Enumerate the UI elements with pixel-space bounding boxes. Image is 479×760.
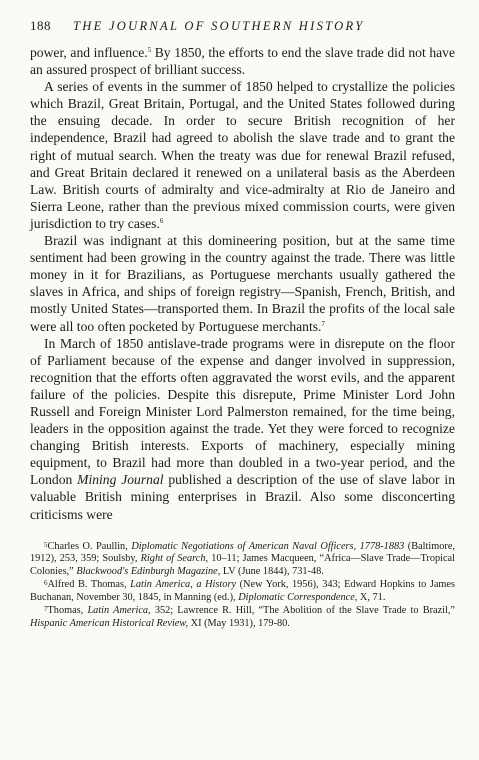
footnote-marker: 6 [159,216,164,225]
italic-text: Blackwood's Edinburgh Magazine, [76,565,221,577]
italic-text: Latin America, a History [130,579,237,591]
text-run: X, 71. [357,591,386,603]
italic-text: Mining Journal [77,472,164,488]
running-head: THE JOURNAL OF SOUTHERN HISTORY [73,19,365,33]
text-run: LV (June 1844), 731-48. [220,565,324,577]
text-run: 10–11; James Macqueen, “Africa—Slave Trade—Tropical Colonies,” [30,553,455,577]
page-number: 188 [30,18,51,33]
page-header [30,18,455,34]
footnote-marker: 5 [147,46,152,54]
text-run: published a description of the use of slave labor in valuable British mining enterprises in Brazil. Also some disconcerting criticisms were [30,472,455,522]
body-paragraph [30,44,455,78]
italic-text: Diplomatic Negotiations of American Naval Officers, 1778-1883 [131,540,405,552]
italic-text: Latin America, [87,605,151,617]
body-paragraph [30,335,455,523]
text-run: (New York, 1956), 343; Edward Hopkins to James Buchanan, November 30, 1845, in Manning (ed.), [30,579,455,603]
footnotes [30,541,455,631]
body-paragraph [30,232,455,335]
text-run: XI (May 1931), 179-80. [188,617,290,629]
text-run: Charles O. Paullin, [47,540,132,552]
text-run: Brazil was indignant at this domineering position, but at the same time sentiment had been growing in the country against the trade. There was little money in it for Brazilians, as Portuguese merchants usually gathered the slaves in Africa, and ships of foreign registry—Spanish, French, British, and mostly United States—transported them. In Brazil the profits of the local sale were all too often pocketed by Portuguese merchants. [30,233,455,334]
footnote [30,541,455,579]
text-run: By 1850, the efforts to end the slave trade did not have an assured prospect of brilliant success. [30,45,455,78]
italic-text: Diplomatic Correspondence, [238,591,358,603]
text-run: In March of 1850 antislave-trade programs were in disrepute on the floor of Parliament because of the expense and danger involved in suppression, recognition that the efforts often aggravated the worst evils, and the apparent failure of the policies. Despite this disrepute, Prime Minister Lord John Russell and Foreign Minister Lord Palmerston remained, for the time being, leaders in the opposition against the trade. Yet they were forced to recognize changing British interests. Exports of machinery, especially mining equipment, to Brazil had more than doubled in a two-year period, and the London [30,335,455,488]
text-run: Alfred B. Thomas, [47,579,131,591]
text-run: (Baltimore, 1912), 253, 359; Soulsby, [30,540,455,565]
italic-text: Right of Search, [140,553,209,565]
footnote-marker: 5 [44,540,48,549]
body-text [30,44,455,523]
text-run: 352; Lawrence R. Hill, “The Abolition of the Slave Trade to Brazil,” [150,605,456,617]
text-run: power, and influence. [30,45,148,60]
footnote-marker: 6 [44,579,48,588]
italic-text: Hispanic American Historical Review, [30,617,189,629]
body-paragraph [30,78,455,232]
text-run: Thomas, [47,605,88,617]
text-run: A series of events in the summer of 1850 helped to crystallize the policies which Brazil, Great Britain, Portugal, and the United States followed during the ensuing decade. In order to secure British recognition of her independence, Brazil had agreed to abolish the slave trade and to grant the right of mutual search. When the treaty was due for renewal Brazil refused, and Great Britain declared it renewed on a unilateral basis as the Aberdeen Law. British courts of admiralty and vice-admiralty at Rio de Janeiro and Sierra Leone, rather than the previous mixed commission courts, were given jurisdiction to try cases. [30,79,455,231]
footnote-marker: 7 [321,319,325,328]
footnote [30,579,455,604]
footnote-marker: 7 [44,605,48,614]
footnote [30,605,455,630]
